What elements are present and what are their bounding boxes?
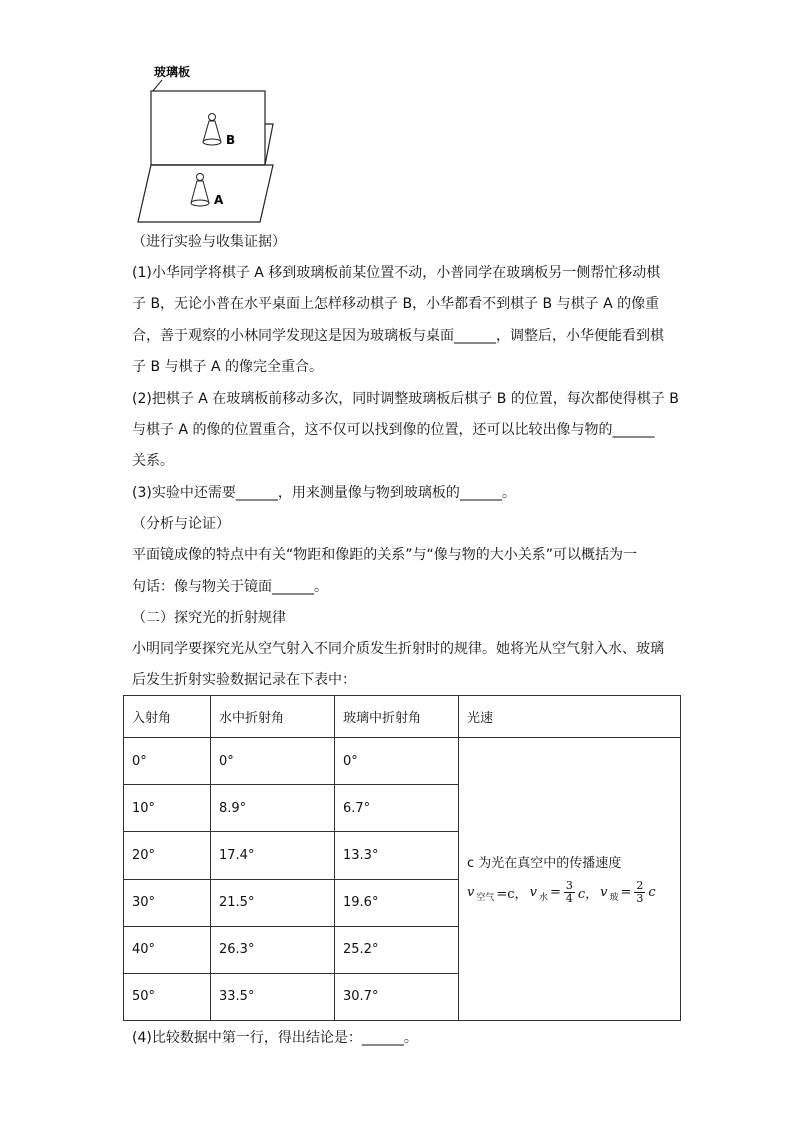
paragraph-line: 后发生折射实验数据记录在下表中： — [132, 672, 356, 688]
paragraph-line: (3)实验中还需要______，用来测量像与物到玻璃板的______。 — [132, 485, 516, 501]
question-4-line: (4)比较数据中第一行，得出结论是：______。 — [132, 1030, 418, 1046]
cell: 8.9° — [211, 785, 335, 832]
board-edge — [265, 124, 273, 165]
header-light-speed: 光速 — [459, 696, 681, 738]
board-label: 玻璃板 — [154, 65, 191, 79]
header-water-refraction: 水中折射角 — [211, 696, 335, 738]
section-heading-analysis: （分析与论证） — [132, 516, 230, 532]
speed-note: c 为光在真空中的传播速度 — [467, 855, 622, 871]
light-speed-cell — [459, 738, 681, 1021]
mirror-experiment-figure — [134, 58, 284, 228]
cell: 30° — [124, 879, 211, 926]
paragraph-line: (1)小华同学将棋子 A 移到玻璃板前某位置不动，小普同学在玻璃板另一侧帮忙移动棋 — [132, 265, 661, 281]
cell: 20° — [124, 832, 211, 879]
cell: 0° — [335, 738, 459, 785]
piece-a-label: A — [214, 193, 224, 207]
cell: 10° — [124, 785, 211, 832]
table-header-row — [124, 696, 681, 738]
cell: 13.3° — [335, 832, 459, 879]
paragraph-line: 平面镜成像的特点中有关“物距和像距的关系”与“像与物的大小关系”可以概括为一 — [132, 547, 638, 563]
fraction-glass: $\frac{2}{3}$ — [636, 878, 644, 905]
cell: 26.3° — [211, 926, 335, 973]
refraction-data-table — [123, 695, 681, 1021]
paragraph-line: (2)把棋子 A 在玻璃板前移动多次，同时调整玻璃板后棋子 B 的位置，每次都使得棋子 B — [132, 391, 679, 407]
cell: 50° — [124, 973, 211, 1020]
paragraph-line: 子 B 与棋子 A 的像完全重合。 — [132, 359, 323, 375]
paragraph-line: 句话：像与物关于镜面______。 — [132, 579, 328, 595]
section-heading-experiment: （进行实验与收集证据） — [132, 234, 286, 250]
cell: 33.5° — [211, 973, 335, 1020]
cell: 25.2° — [335, 926, 459, 973]
cell: 0° — [124, 738, 211, 785]
cell: 19.6° — [335, 879, 459, 926]
glass-board-diagram — [134, 58, 284, 228]
header-incident-angle: 入射角 — [124, 696, 211, 738]
paragraph-line: 关系。 — [132, 453, 174, 469]
paragraph-line: 合，善于观察的小林同学发现这是因为玻璃板与桌面______，调整后，小华便能看到棋 — [132, 328, 664, 344]
cell: 40° — [124, 926, 211, 973]
paragraph-line: 子 B，无论小普在水平桌面上怎样移动棋子 B，小华都看不到棋子 B 与棋子 A 的像重 — [132, 296, 660, 312]
label-leader-line — [152, 80, 162, 92]
speed-formula: v 空气 =c， v 水 = $\frac{3}{4}$ c， v 玻 = $\frac{2}{3}$ c — [467, 878, 656, 905]
fraction-water: $\frac{3}{4}$ — [565, 878, 573, 905]
cell: 30.7° — [335, 973, 459, 1020]
section-heading-refraction: （二）探究光的折射规律 — [132, 610, 286, 626]
cell: 17.4° — [211, 832, 335, 879]
table-row — [124, 738, 681, 785]
paragraph-line: 与棋子 A 的像的位置重合，这不仅可以找到像的位置，还可以比较出像与物的______ — [132, 422, 655, 438]
cell: 0° — [211, 738, 335, 785]
cell: 21.5° — [211, 879, 335, 926]
piece-b-label: B — [226, 133, 236, 147]
paragraph-line: 小明同学要探究光从空气射入不同介质发生折射时的规律。她将光从空气射入水、玻璃 — [132, 641, 664, 657]
header-glass-refraction: 玻璃中折射角 — [335, 696, 459, 738]
cell: 6.7° — [335, 785, 459, 832]
